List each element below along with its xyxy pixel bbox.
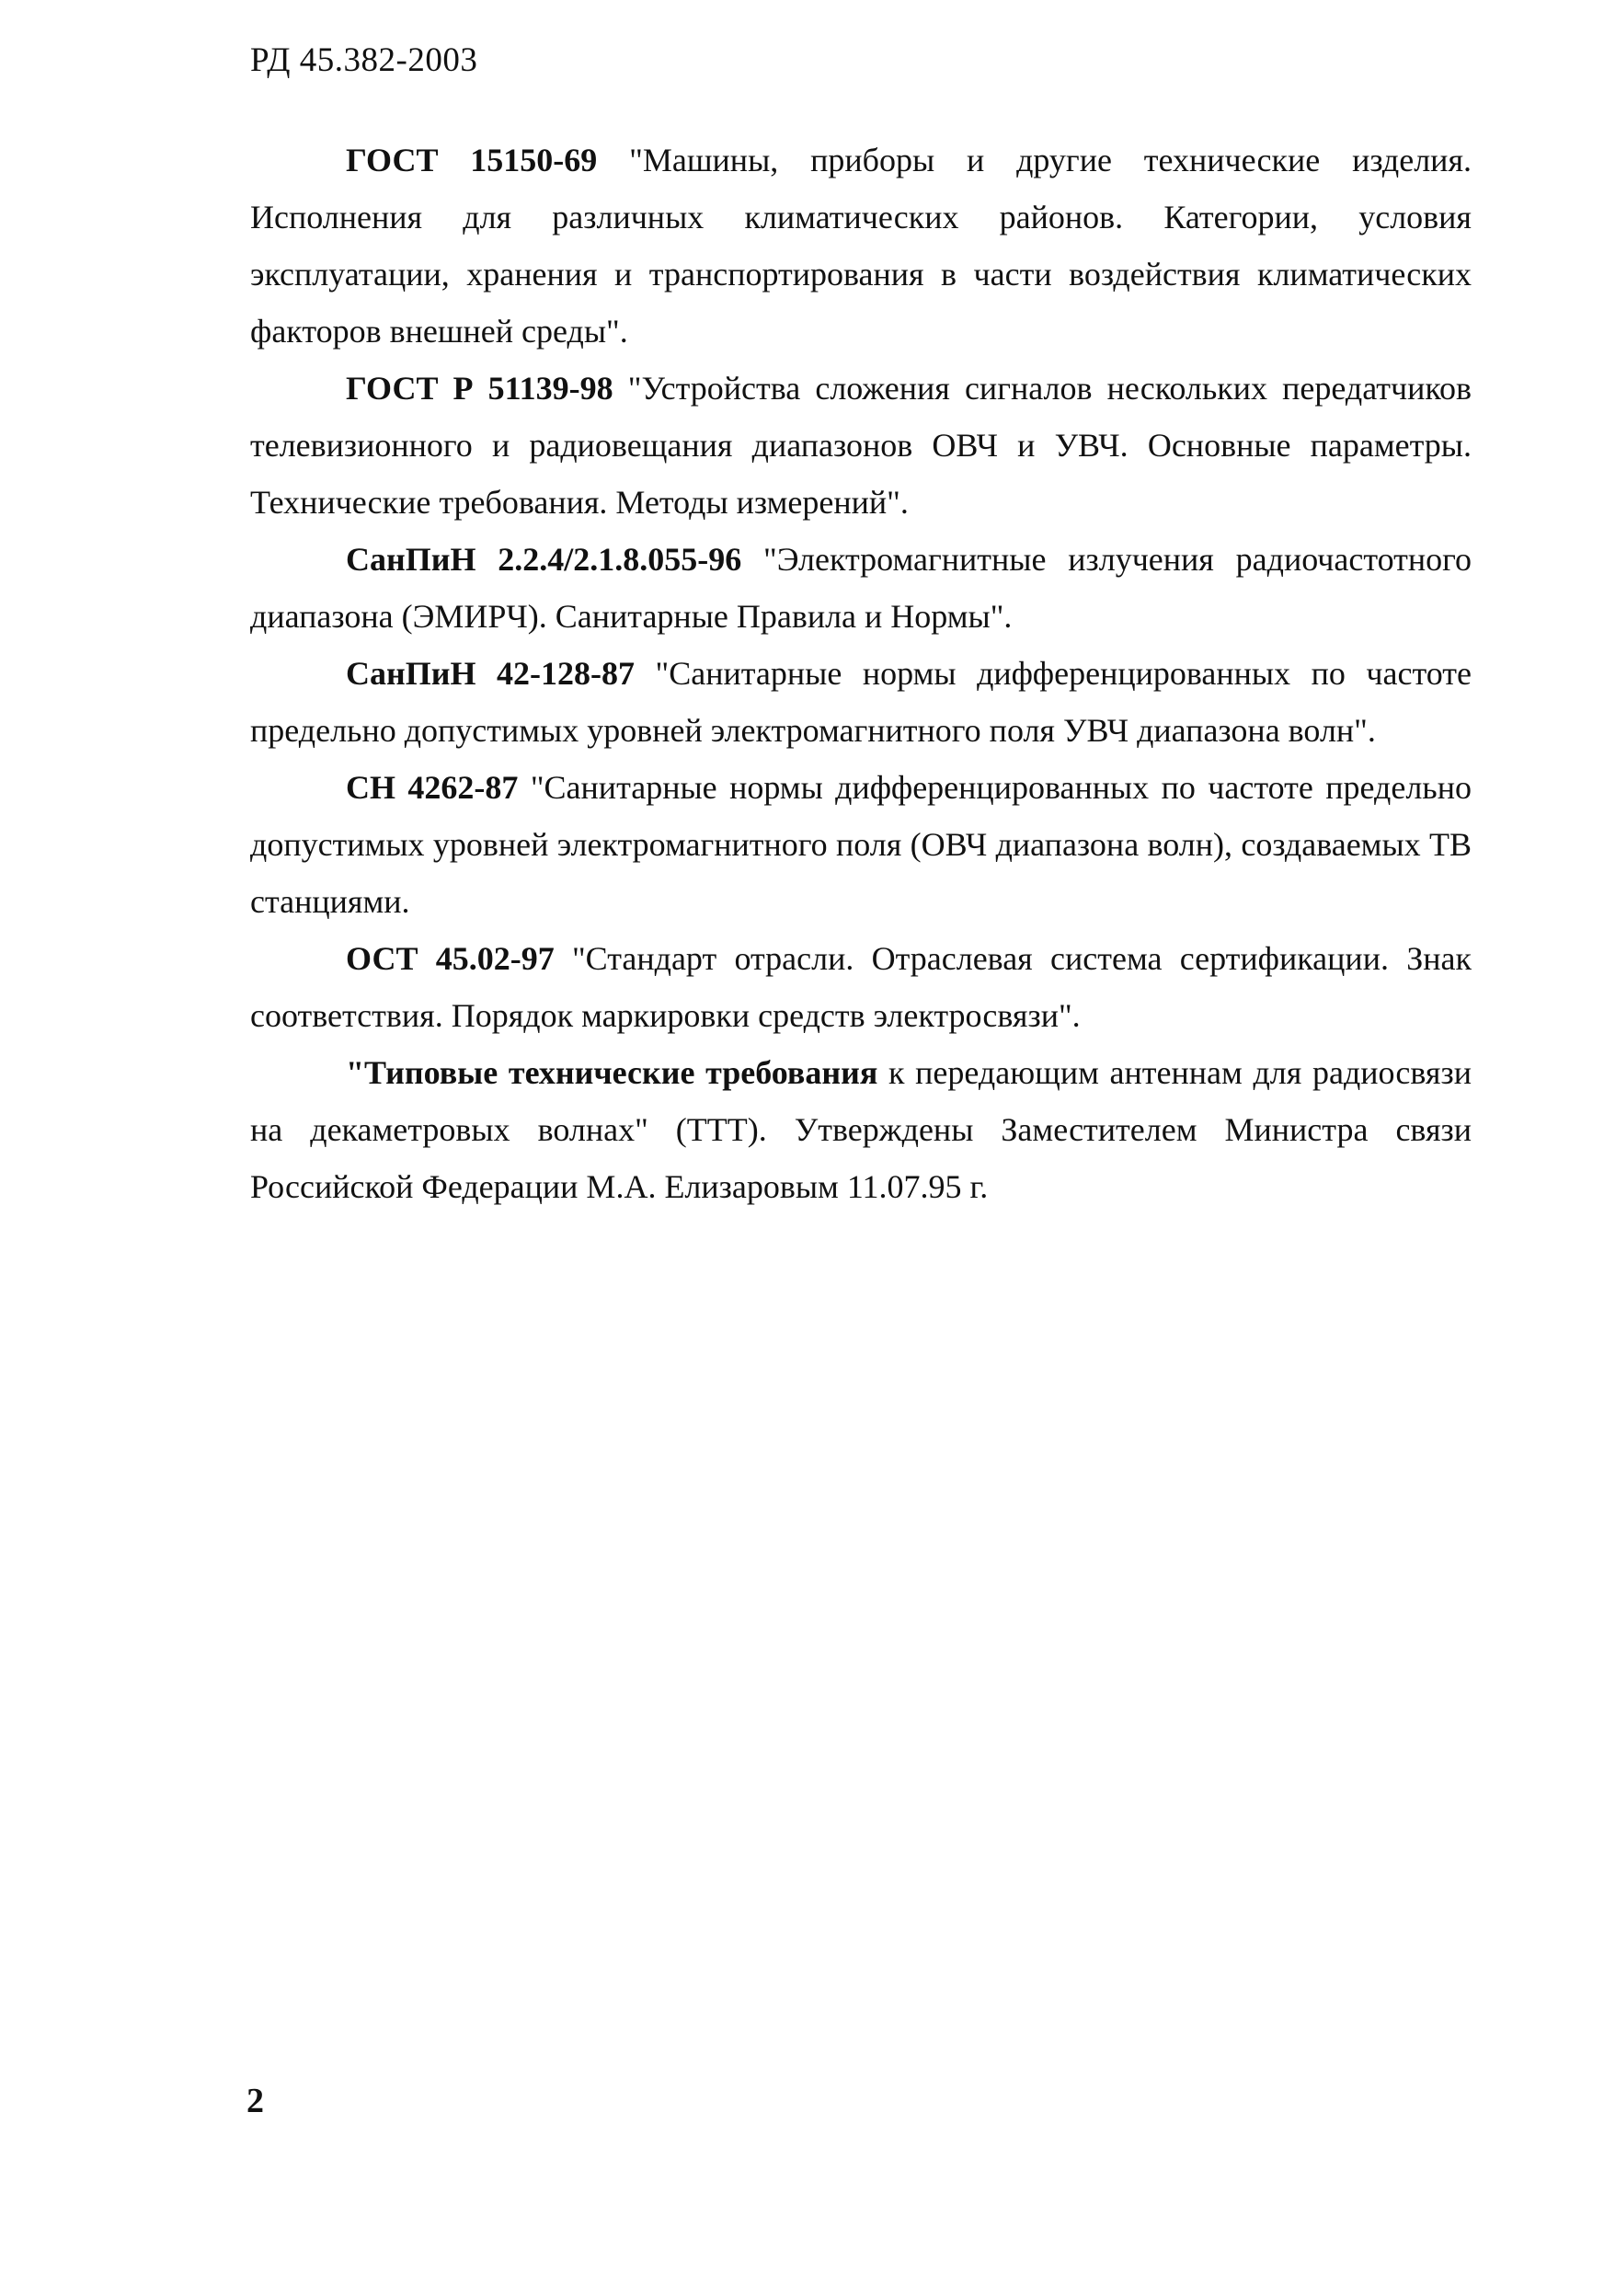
reference-title: "Устройства сложения сигналов нескольких передатчиков телевизионного и радиовещания диапазонов ОВЧ и УВЧ. Основные параметры. Технические требования. Методы измерений". (250, 370, 1472, 521)
reference-title: "Санитарные нормы дифференцированных по частоте предельно допустимых уровней электромагнитного поля (ОВЧ диапазона волн), создаваемых ТВ станциями. (250, 769, 1472, 920)
reference-title: "Машины, приборы и другие технические изделия. Исполнения для различных климатических районов. Категории, условия эксплуатации, хранения и транспортирования в части воздействия климатических факторов внешней среды". (250, 142, 1472, 350)
reference-title: "Электромагнитные излучения радиочастотного диапазона (ЭМИРЧ). Санитарные Правила и Нормы". (250, 541, 1472, 635)
reference-code: СанПиН 42-128-87 (346, 655, 635, 692)
reference-title: к передающим антеннам для радиосвязи на декаметровых волнах" (ТТТ). Утверждены Заместителем Министра связи Российской Федерации М.А. Елизаровым 11.07.95 г. (250, 1054, 1472, 1205)
reference-gost-r-51139-98 (250, 360, 1472, 531)
reference-code: ОСТ 45.02-97 (346, 940, 555, 977)
page-number: 2 (246, 2082, 264, 2120)
reference-code: "Типовые технические требования (346, 1054, 878, 1091)
document-id-header: РД 45.382-2003 (250, 41, 478, 79)
reference-code: ГОСТ Р 51139-98 (346, 370, 613, 407)
reference-sanpin-42-128-87 (250, 645, 1472, 759)
reference-title: "Санитарные нормы дифференцированных по частоте предельно допустимых уровней электромагнитного поля УВЧ диапазона волн". (250, 655, 1472, 749)
reference-sanpin-2-2-4 (250, 531, 1472, 645)
reference-sn-4262-87 (250, 759, 1472, 930)
reference-gost-15150-69 (250, 132, 1472, 360)
reference-code: СанПиН 2.2.4/2.1.8.055-96 (346, 541, 742, 578)
reference-code: ГОСТ 15150-69 (346, 142, 598, 178)
reference-ost-45-02-97 (250, 930, 1472, 1044)
normative-references-list (250, 132, 1472, 1215)
reference-typical-requirements (250, 1044, 1472, 1215)
reference-code: СН 4262-87 (346, 769, 519, 806)
reference-title: "Стандарт отрасли. Отраслевая система сертификации. Знак соответствия. Порядок маркировки средств электросвязи". (250, 940, 1472, 1034)
